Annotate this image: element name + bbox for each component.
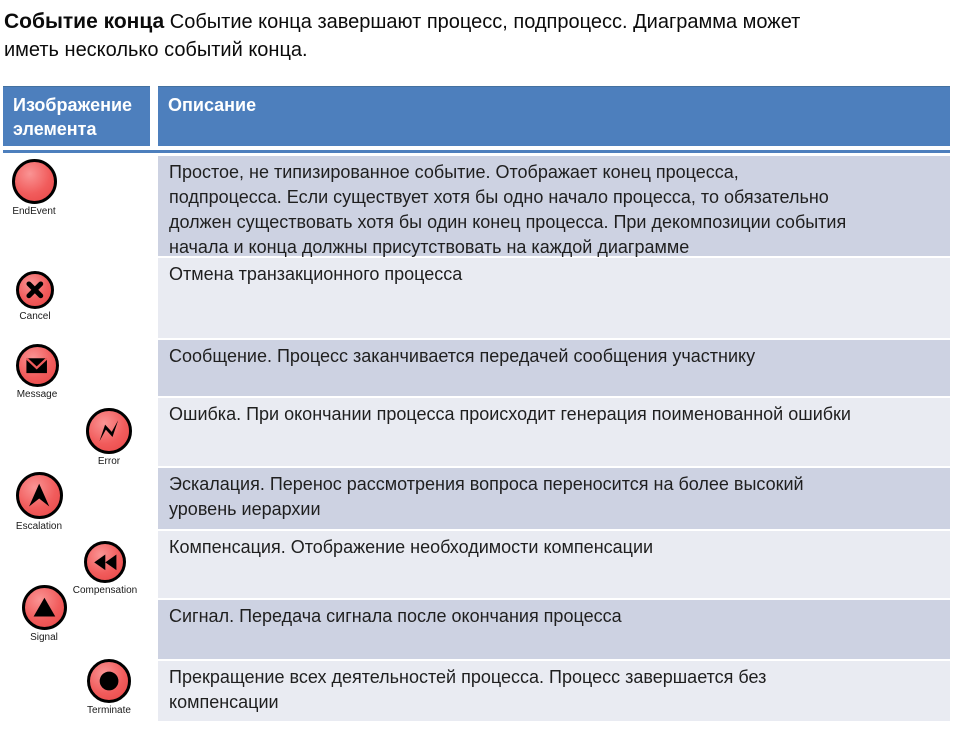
table-row (3, 340, 950, 396)
message-circle (16, 344, 59, 387)
envelope-glyph (23, 352, 50, 379)
cancel-circle (16, 271, 54, 309)
arrowhead-up-glyph (24, 480, 54, 510)
double-left-triangles-glyph (92, 549, 119, 576)
escalation-event-icon (0, 472, 104, 532)
description-cell: Компенсация. Отображение необходимости компенсации (158, 531, 950, 598)
table-row (3, 258, 950, 338)
table-row (3, 600, 950, 659)
icon-label: Compensation (72, 585, 138, 596)
x-cross-glyph (23, 278, 47, 302)
column-header-image: Изображение элемента (3, 86, 150, 146)
column-header-description: Описание (158, 86, 950, 146)
icon-label: Cancel (19, 311, 51, 322)
description-cell: Простое, не типизированное событие. Отображает конец процесса, подпроцесса. Если существует хотя бы одно начало процесса, то обязательно должен существовать хотя бы один конец процесса. При декомпозиции события начала и конца должны присутствовать на каждой диаграмме (158, 156, 950, 256)
icon-label: Signal (30, 632, 58, 643)
intro-text: Событие конца завершают процесс, подпроцесс. Диаграмма может иметь несколько событий конца. (4, 11, 801, 61)
table-row (3, 156, 950, 256)
column-divider (150, 86, 158, 146)
icon-label: Escalation (15, 521, 63, 532)
signal-event-icon (0, 585, 109, 643)
page-title: Событие конца (4, 10, 165, 33)
terminate-event-icon (44, 659, 174, 716)
escalation-circle (16, 472, 63, 519)
end-event-circle (12, 159, 57, 204)
signal-circle (22, 585, 67, 630)
end-event-icon (0, 159, 99, 217)
error-circle (86, 408, 132, 454)
icon-label: Terminate (87, 705, 131, 716)
table-row (3, 468, 950, 529)
description-cell: Прекращение всех деятельностей процесса. Процесс завершается без компенсации (158, 661, 950, 721)
lightning-bolt-glyph (94, 416, 124, 446)
table-header-row (3, 86, 950, 146)
description-cell: Сообщение. Процесс заканчивается передачей сообщения участнику (158, 340, 950, 396)
cancel-event-icon (0, 271, 100, 322)
description-cell: Ошибка. При окончании процесса происходит генерация поименованной ошибки (158, 398, 950, 466)
triangle-up-glyph (30, 593, 59, 622)
error-event-icon (44, 408, 174, 467)
description-cell: Отмена транзакционного процесса (158, 258, 950, 338)
description-cell: Эскалация. Перенос рассмотрения вопроса переносится на более высокий уровень иерархии (158, 468, 950, 529)
terminate-circle (87, 659, 131, 703)
elements-table (3, 86, 950, 723)
icon-label: EndEvent (12, 206, 56, 217)
header-underline (3, 150, 950, 153)
compensation-circle (84, 541, 126, 583)
intro-paragraph (4, 8, 834, 64)
filled-circle-glyph (95, 667, 123, 695)
message-event-icon (0, 344, 102, 400)
description-cell: Сигнал. Передача сигнала после окончания процесса (158, 600, 950, 659)
icon-label: Message (16, 389, 58, 400)
icon-label: Error (97, 456, 121, 467)
